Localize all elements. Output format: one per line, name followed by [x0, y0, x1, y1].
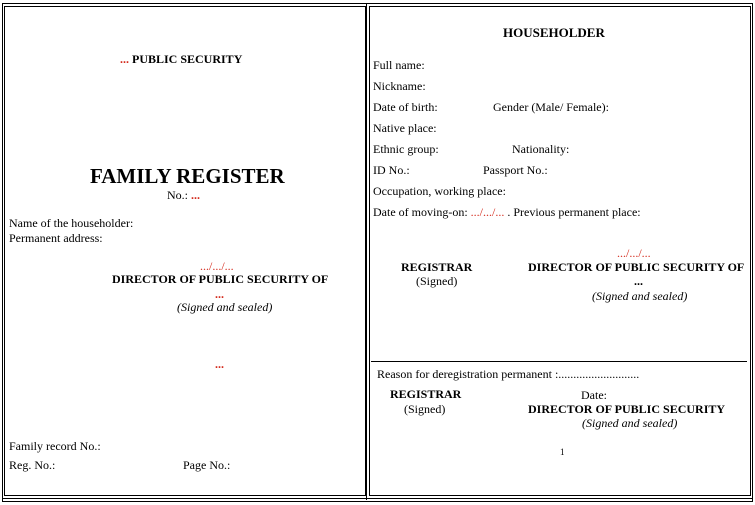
date-of-birth-label: Date of birth: — [373, 100, 438, 114]
moving-on-line — [373, 205, 641, 220]
left-extra-placeholder: ... — [215, 357, 224, 371]
deregistration-reason-label: Reason for deregistration permanent :........................... — [377, 367, 640, 381]
right-signed-sealed: (Signed and sealed) — [592, 289, 688, 303]
deregistration-registrar-signed: (Signed) — [404, 402, 446, 416]
public-security-placeholder: ... — [120, 52, 129, 66]
previous-place-label: . Previous permanent place: — [507, 205, 641, 219]
public-security-label: PUBLIC SECURITY — [132, 52, 243, 66]
family-record-number-label: Family record No.: — [9, 439, 101, 453]
nickname-label: Nickname: — [373, 79, 426, 93]
permanent-address-label: Permanent address: — [9, 231, 103, 245]
moving-on-label: Date of moving-on: — [373, 205, 468, 219]
native-place-label: Native place: — [373, 121, 437, 135]
ethnic-group-label: Ethnic group: — [373, 142, 439, 156]
page-number-label: Page No.: — [183, 458, 231, 472]
gender-label: Gender (Male/ Female): — [493, 100, 609, 114]
right-date-placeholder: .../.../... — [617, 246, 651, 260]
reg-number-label: Reg. No.: — [9, 458, 56, 472]
register-number — [167, 188, 200, 203]
panel-divider — [366, 3, 367, 500]
nationality-label: Nationality: — [512, 142, 570, 156]
registrar-label: REGISTRAR — [401, 260, 473, 274]
left-director-of-placeholder: ... — [215, 287, 224, 301]
householder-name-label: Name of the householder: — [9, 216, 134, 230]
register-number-value: ... — [191, 188, 200, 202]
left-date-placeholder: .../.../... — [200, 259, 234, 273]
bottom-rule — [2, 498, 753, 499]
deregistration-date-label: Date: — [581, 388, 607, 402]
right-director-label: DIRECTOR OF PUBLIC SECURITY OF — [528, 260, 745, 274]
right-director-of-placeholder: ... — [634, 274, 643, 288]
householder-panel — [369, 6, 751, 496]
deregistration-divider — [371, 361, 747, 362]
deregistration-signed-sealed: (Signed and sealed) — [582, 416, 678, 430]
householder-title: HOUSEHOLDER — [503, 25, 605, 40]
family-register-cover-panel — [4, 6, 366, 496]
registrar-signed: (Signed) — [416, 274, 458, 288]
deregistration-director-label: DIRECTOR OF PUBLIC SECURITY — [528, 402, 726, 416]
family-register-title: FAMILY REGISTER — [90, 164, 285, 188]
occupation-label: Occupation, working place: — [373, 184, 506, 198]
id-number-label: ID No.: — [373, 163, 410, 177]
moving-on-date-placeholder: .../.../... — [470, 205, 505, 219]
left-signed-sealed: (Signed and sealed) — [177, 300, 273, 314]
register-number-label: No.: — [167, 188, 188, 202]
passport-number-label: Passport No.: — [483, 163, 548, 177]
page-number: 1 — [560, 447, 565, 457]
full-name-label: Full name: — [373, 58, 425, 72]
public-security-heading — [120, 52, 242, 67]
left-director-label: DIRECTOR OF PUBLIC SECURITY OF — [112, 272, 329, 286]
deregistration-registrar-label: REGISTRAR — [390, 387, 462, 401]
